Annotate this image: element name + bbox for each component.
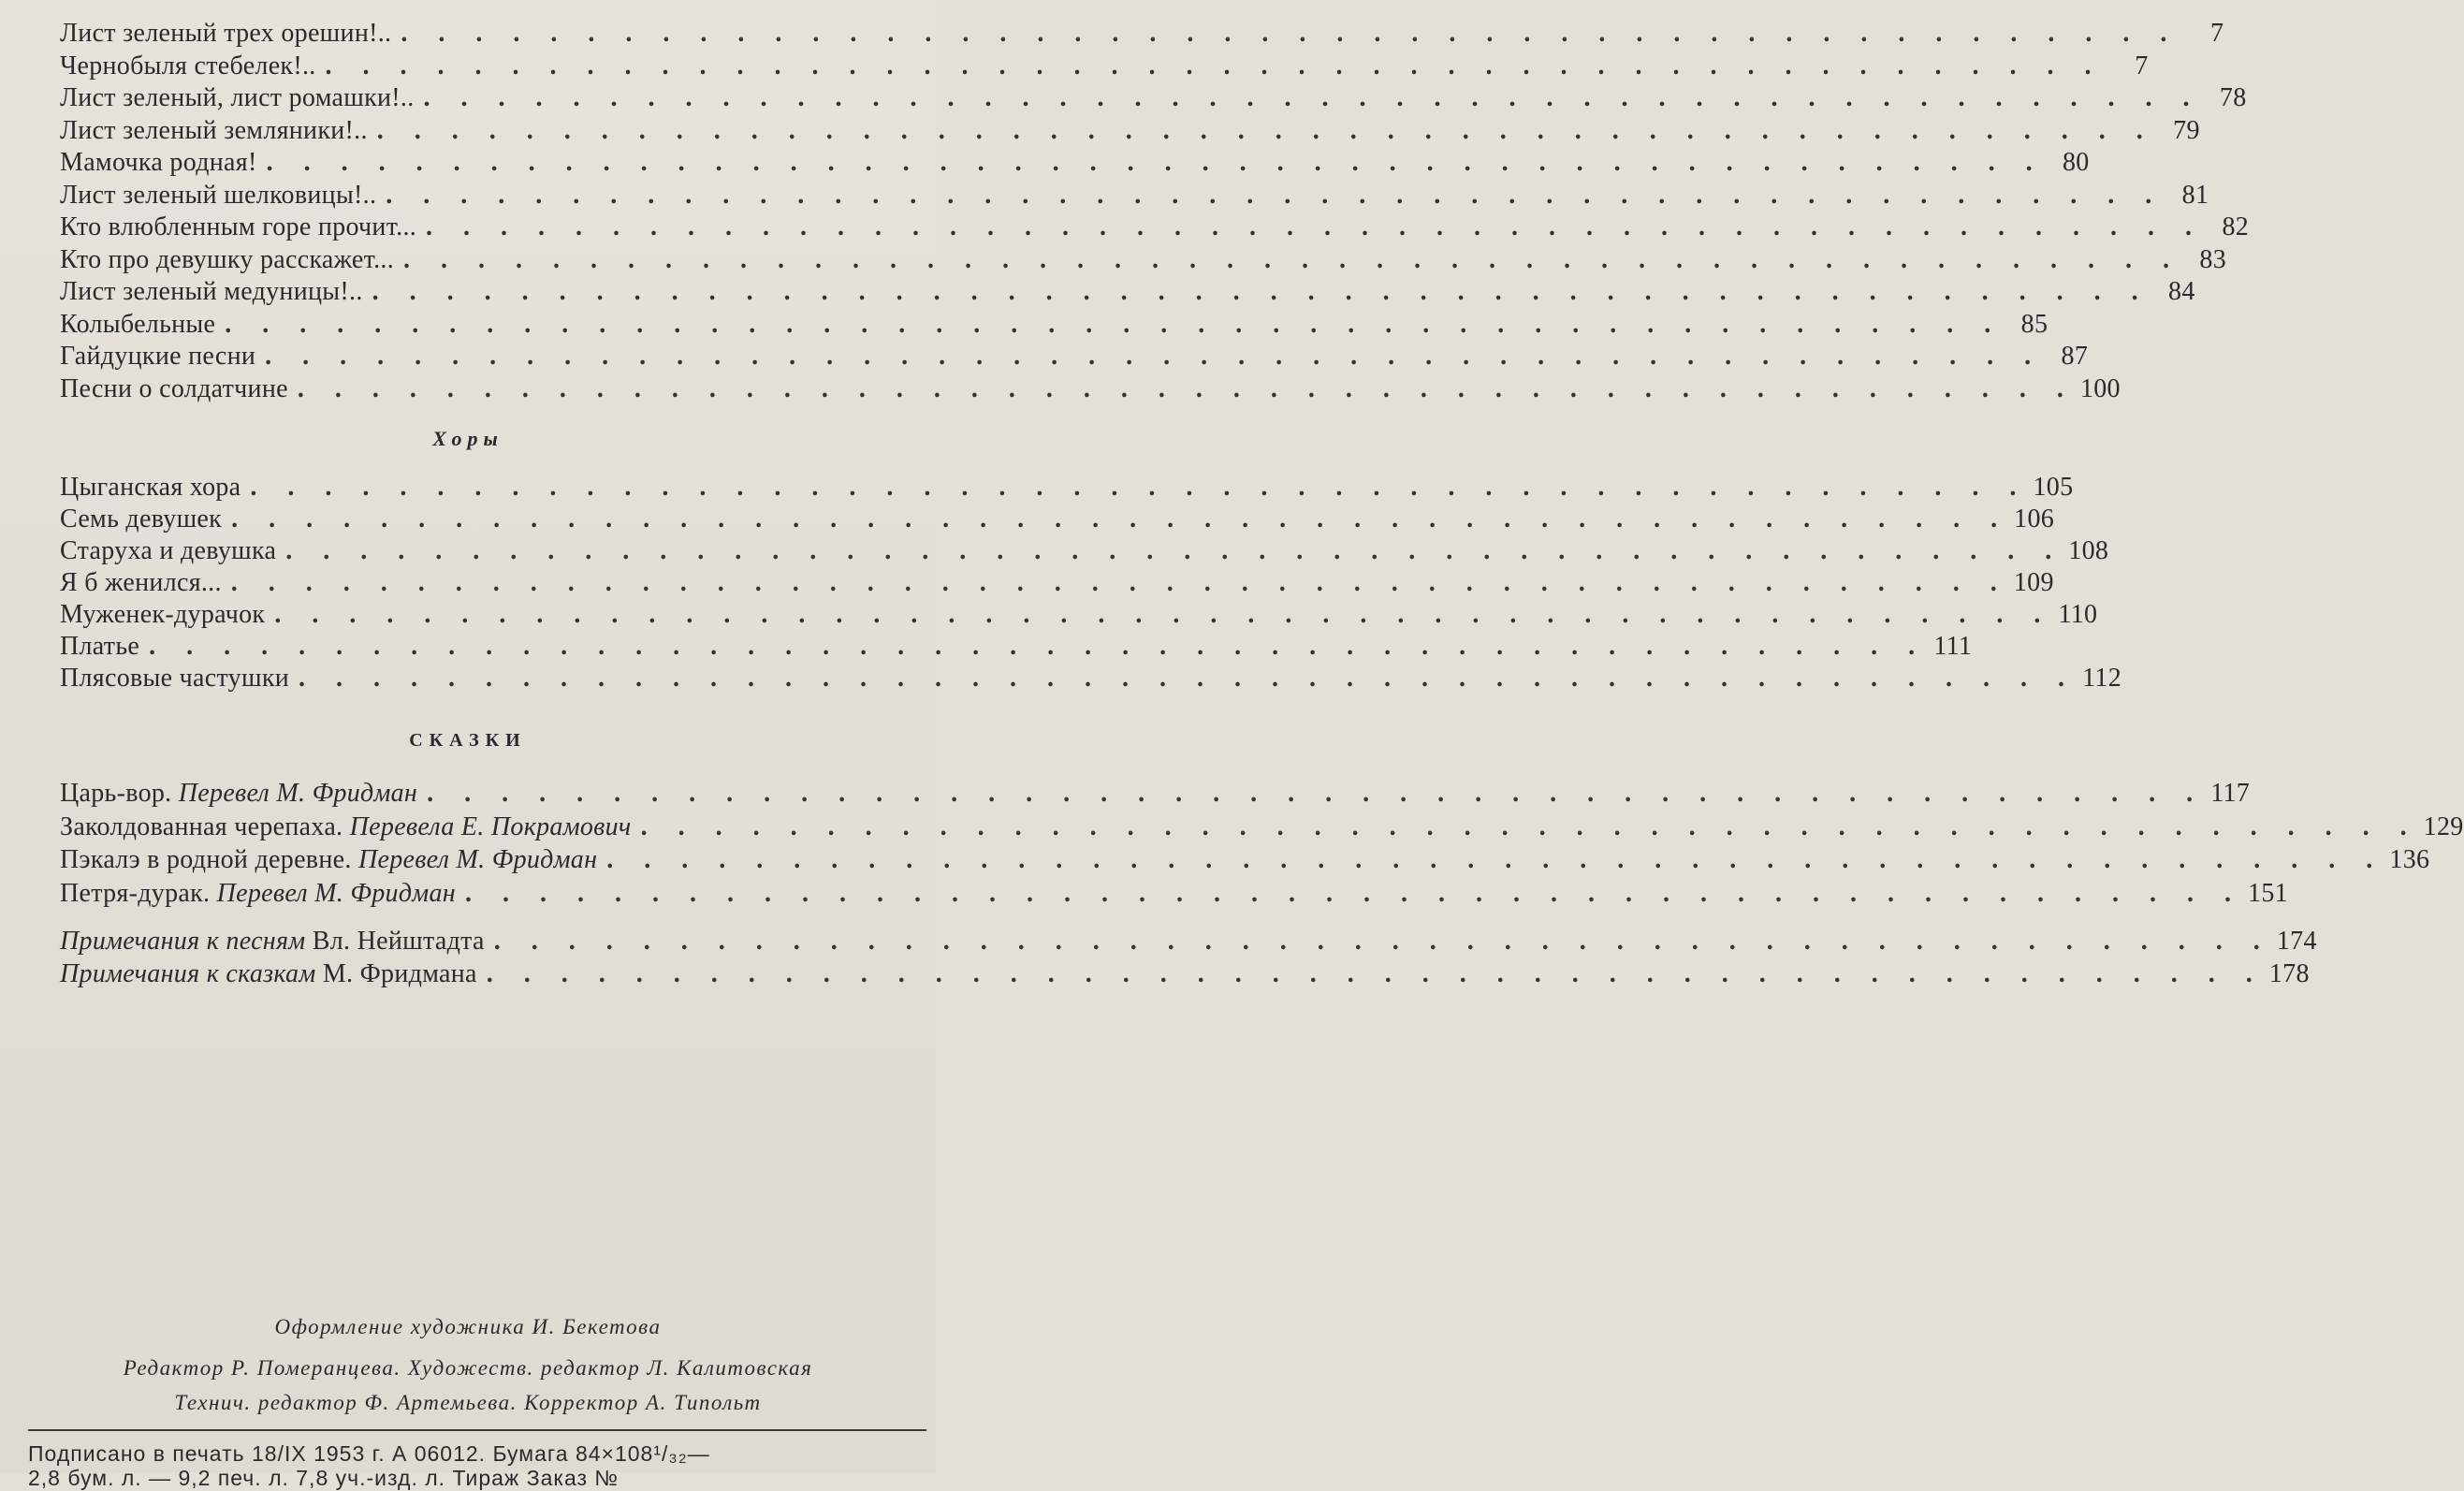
entry-text: Мамочка родная! — [60, 148, 257, 177]
entry-title — [60, 83, 415, 113]
entry-text: Лист зеленый, лист ромашки!.. — [60, 83, 415, 112]
entry-title — [60, 374, 288, 404]
entry-title — [60, 812, 632, 842]
dot-leader: . . . . . . . . . . . . . . . . . . . . . . . . . . . . . . . . . . . . . . . . . . . . . . . . — [225, 309, 2004, 339]
entry-text: Платье — [60, 632, 140, 661]
entry-text: М. Фридмана — [322, 959, 477, 988]
dot-leader: . . . . . . . . . . . . . . . . . . . . . . . . . . . . . . . . . . . . . . . . . . . . . . . . — [427, 779, 2206, 808]
dot-leader: . . . . . . . . . . . . . . . . . . . . . . . . . . . . . . . . . . . . . . . . . . . . . . . . — [372, 277, 2151, 306]
toc-entry — [60, 148, 2090, 180]
page-number: 85 — [2020, 309, 2048, 339]
entry-text: Царь-вор. — [60, 779, 179, 808]
toc-entry — [60, 779, 2251, 811]
imprint-line-1: Подписано в печать 18/IX 1953 г. А 06012. Бумага 84×108¹/₃₂— — [28, 1441, 710, 1466]
entry-text: Плясовые частушки — [60, 664, 290, 693]
entry-title — [60, 504, 222, 534]
dot-leader: . . . . . . . . . . . . . . . . . . . . . . . . . . . . . . . . . . . . . . . . . . . . . . . . — [464, 878, 2243, 908]
entry-text: Заколдованная черепаха. — [60, 811, 350, 841]
dot-leader: . . . . . . . . . . . . . . . . . . . . . . . . . . . . . . . . . . . . . . . . . . . . . . . . — [231, 504, 2010, 534]
entry-text: Муженек-дурачок — [60, 600, 266, 629]
dot-leader: . . . . . . . . . . . . . . . . . . . . . . . . . . . . . . . . . . . . . . . . . . . . . . . . — [606, 845, 2385, 874]
page-number: 80 — [2062, 148, 2090, 177]
dot-leader: . . . . . . . . . . . . . . . . . . . . . . . . . . . . . . . . . . . . . . . . . . . . . . . . — [266, 148, 2045, 177]
entry-text: Кто влюбленным горе прочит... — [60, 212, 417, 241]
entry-title — [60, 473, 241, 503]
entry-italic-text: Примечания к песням — [60, 927, 313, 956]
entry-italic-text: Примечания к сказкам — [60, 959, 323, 988]
entry-title — [60, 927, 485, 957]
dot-leader: . . . . . . . . . . . . . . . . . . . . . . . . . . . . . . . . . . . . . . . . . . . . . . . . — [401, 19, 2180, 48]
entry-title — [60, 779, 417, 809]
design-credit: Оформление художника И. Бекетова — [274, 1315, 662, 1338]
toc-entry — [60, 373, 2121, 406]
entry-italic-text: Перевел М. Фридман — [178, 779, 418, 808]
entry-italic-text: Перевела Е. Покрамович — [349, 811, 632, 841]
toc-entry — [60, 244, 2226, 277]
dot-leader: . . . . . . . . . . . . . . . . . . . . . . . . . . . . . . . . . . . . . . . . . . . . . . . . — [486, 959, 2265, 988]
page-number: 178 — [2268, 959, 2310, 988]
entry-title — [60, 310, 215, 340]
page-number: 111 — [1933, 632, 1973, 661]
entry-italic-text: Перевел М. Фридман — [357, 845, 598, 874]
dot-leader: . . . . . . . . . . . . . . . . . . . . . . . . . . . . . . . . . . . . . . . . . . . . . . . . — [403, 244, 2181, 274]
toc-entry — [60, 309, 2048, 342]
dot-leader: . . . . . . . . . . . . . . . . . . . . . . . . . . . . . . . . . . . . . . . . . . . . . . . . — [274, 600, 2053, 629]
toc-entry — [60, 19, 2224, 51]
toc-entry — [60, 473, 2074, 504]
dot-leader: . . . . . . . . . . . . . . . . . . . . . . . . . . . . . . . . . . . . . . . . . . . . . . . . — [640, 811, 2419, 841]
entry-title — [60, 568, 222, 598]
toc-entry — [60, 83, 2247, 115]
entry-title — [60, 277, 363, 307]
entry-title — [60, 116, 368, 146]
entry-title — [60, 51, 316, 81]
toc-entry — [60, 664, 2122, 695]
technical-credit: Технич. редактор Ф. Артемьева. Корректор А. Типольт — [174, 1391, 762, 1414]
entry-title — [60, 212, 416, 242]
entry-text: Пэкалэ в родной деревне. — [60, 845, 358, 874]
entry-text: Песни о солдатчине — [60, 373, 288, 403]
page-number: 151 — [2248, 878, 2288, 908]
dot-leader: . . . . . . . . . . . . . . . . . . . . . . . . . . . . . . . . . . . . . . . . . . . . . . . . — [149, 632, 1928, 661]
page-number: 87 — [2061, 342, 2089, 371]
editors-credit: Редактор Р. Померанцева. Художеств. редактор Л. Калитовская — [123, 1356, 813, 1380]
toc-entry — [60, 504, 2055, 536]
entry-title — [60, 342, 255, 372]
entry-text: Я б женился... — [60, 568, 222, 597]
entry-title — [60, 536, 276, 566]
toc-entry — [60, 51, 2149, 83]
entry-title — [60, 664, 289, 694]
entry-text: Петря-дурак. — [60, 878, 217, 908]
toc-entry — [60, 811, 2464, 844]
page-number: 84 — [2168, 277, 2195, 306]
section-heading-hory: Хоры — [432, 427, 503, 450]
page-number: 106 — [2014, 504, 2055, 534]
entry-title — [60, 19, 391, 49]
dot-leader: . . . . . . . . . . . . . . . . . . . . . . . . . . . . . . . . . . . . . . . . . . . . . . . . — [386, 180, 2165, 210]
page-number: 109 — [2013, 568, 2054, 597]
toc-entry — [60, 115, 2200, 148]
page-number: 174 — [2276, 927, 2317, 956]
dot-leader: . . . . . . . . . . . . . . . . . . . . . . . . . . . . . . . . . . . . . . . . . . . . . . . . — [250, 473, 2029, 502]
imprint-line-2: 2,8 бум. л. — 9,2 печ. л. 7,8 уч.-изд. л. Тираж Заказ № — [28, 1466, 620, 1490]
entry-text: Лист зеленый земляники!.. — [60, 115, 368, 145]
dot-leader: . . . . . . . . . . . . . . . . . . . . . . . . . . . . . . . . . . . . . . . . . . . . . . . . — [230, 568, 2009, 597]
entry-text: Семь девушек — [60, 504, 223, 534]
dot-leader: . . . . . . . . . . . . . . . . . . . . . . . . . . . . . . . . . . . . . . . . . . . . . . . . — [376, 115, 2155, 145]
page-number: 117 — [2210, 779, 2251, 808]
toc-entry — [60, 600, 2098, 632]
entry-text: Цыганская хора — [60, 473, 241, 502]
entry-title — [60, 600, 265, 630]
toc-entry — [60, 568, 2054, 600]
page-number: 83 — [2199, 244, 2226, 274]
section-heading-tales: СКАЗКИ — [409, 730, 527, 751]
entry-italic-text: Перевел М. Фридман — [216, 878, 456, 908]
page-number: 78 — [2219, 83, 2247, 112]
toc-entry — [60, 342, 2089, 373]
toc-entry — [60, 845, 2430, 877]
toc-entry — [60, 536, 2109, 568]
entry-text: Гайдуцкие песни — [60, 342, 256, 371]
page-number: 136 — [2389, 845, 2430, 874]
entry-title — [60, 879, 456, 909]
dot-leader: . . . . . . . . . . . . . . . . . . . . . . . . . . . . . . . . . . . . . . . . . . . . . . . . — [493, 927, 2272, 956]
toc-entry — [60, 959, 2310, 991]
dot-leader: . . . . . . . . . . . . . . . . . . . . . . . . . . . . . . . . . . . . . . . . . . . . . . . . — [325, 51, 2104, 80]
entry-text: Лист зеленый трех орешин!.. — [60, 19, 392, 48]
entry-title — [60, 959, 477, 989]
page-number: 100 — [2079, 373, 2121, 403]
dot-leader: . . . . . . . . . . . . . . . . . . . . . . . . . . . . . . . . . . . . . . . . . . . . . . . . — [426, 212, 2205, 241]
imprint-divider — [28, 1429, 926, 1431]
entry-text: Колыбельные — [60, 309, 216, 339]
page-number: 7 — [2210, 19, 2224, 48]
toc-entry — [60, 632, 1973, 664]
page-number: 7 — [2135, 51, 2149, 80]
page-number: 82 — [2222, 212, 2250, 241]
entry-title — [60, 845, 597, 875]
entry-text: Лист зеленый шелковицы!.. — [60, 180, 377, 210]
toc-entry — [60, 927, 2317, 958]
entry-text: Старуха и девушка — [60, 536, 277, 565]
entry-text: Вл. Нейштадта — [312, 927, 485, 956]
page-number: 110 — [2058, 600, 2098, 629]
dot-leader: . . . . . . . . . . . . . . . . . . . . . . . . . . . . . . . . . . . . . . . . . . . . . . . . — [285, 536, 2064, 565]
entry-title — [60, 632, 139, 662]
entry-text: Лист зеленый медуницы!.. — [60, 277, 363, 306]
dot-leader: . . . . . . . . . . . . . . . . . . . . . . . . . . . . . . . . . . . . . . . . . . . . . . . . — [297, 373, 2076, 403]
entry-title — [60, 181, 376, 211]
page-number: 108 — [2068, 536, 2109, 565]
page-number: 129 — [2423, 811, 2464, 841]
page-number: 105 — [2033, 473, 2074, 502]
toc-entry — [60, 277, 2195, 309]
toc-entry — [60, 212, 2250, 244]
entry-title — [60, 148, 257, 178]
page-number: 81 — [2181, 180, 2209, 210]
toc-entry — [60, 180, 2209, 212]
dot-leader: . . . . . . . . . . . . . . . . . . . . . . . . . . . . . . . . . . . . . . . . . . . . . . . . — [299, 664, 2078, 693]
page-number: 79 — [2173, 115, 2200, 145]
entry-title — [60, 245, 394, 275]
toc-entry — [60, 878, 2288, 911]
entry-text: Кто про девушку расскажет... — [60, 244, 394, 274]
dot-leader: . . . . . . . . . . . . . . . . . . . . . . . . . . . . . . . . . . . . . . . . . . . . . . . . — [265, 342, 2044, 371]
dot-leader: . . . . . . . . . . . . . . . . . . . . . . . . . . . . . . . . . . . . . . . . . . . . . . . . — [423, 83, 2202, 112]
entry-text: Чернобыля стебелек!.. — [60, 51, 316, 80]
page-number: 112 — [2082, 664, 2122, 693]
